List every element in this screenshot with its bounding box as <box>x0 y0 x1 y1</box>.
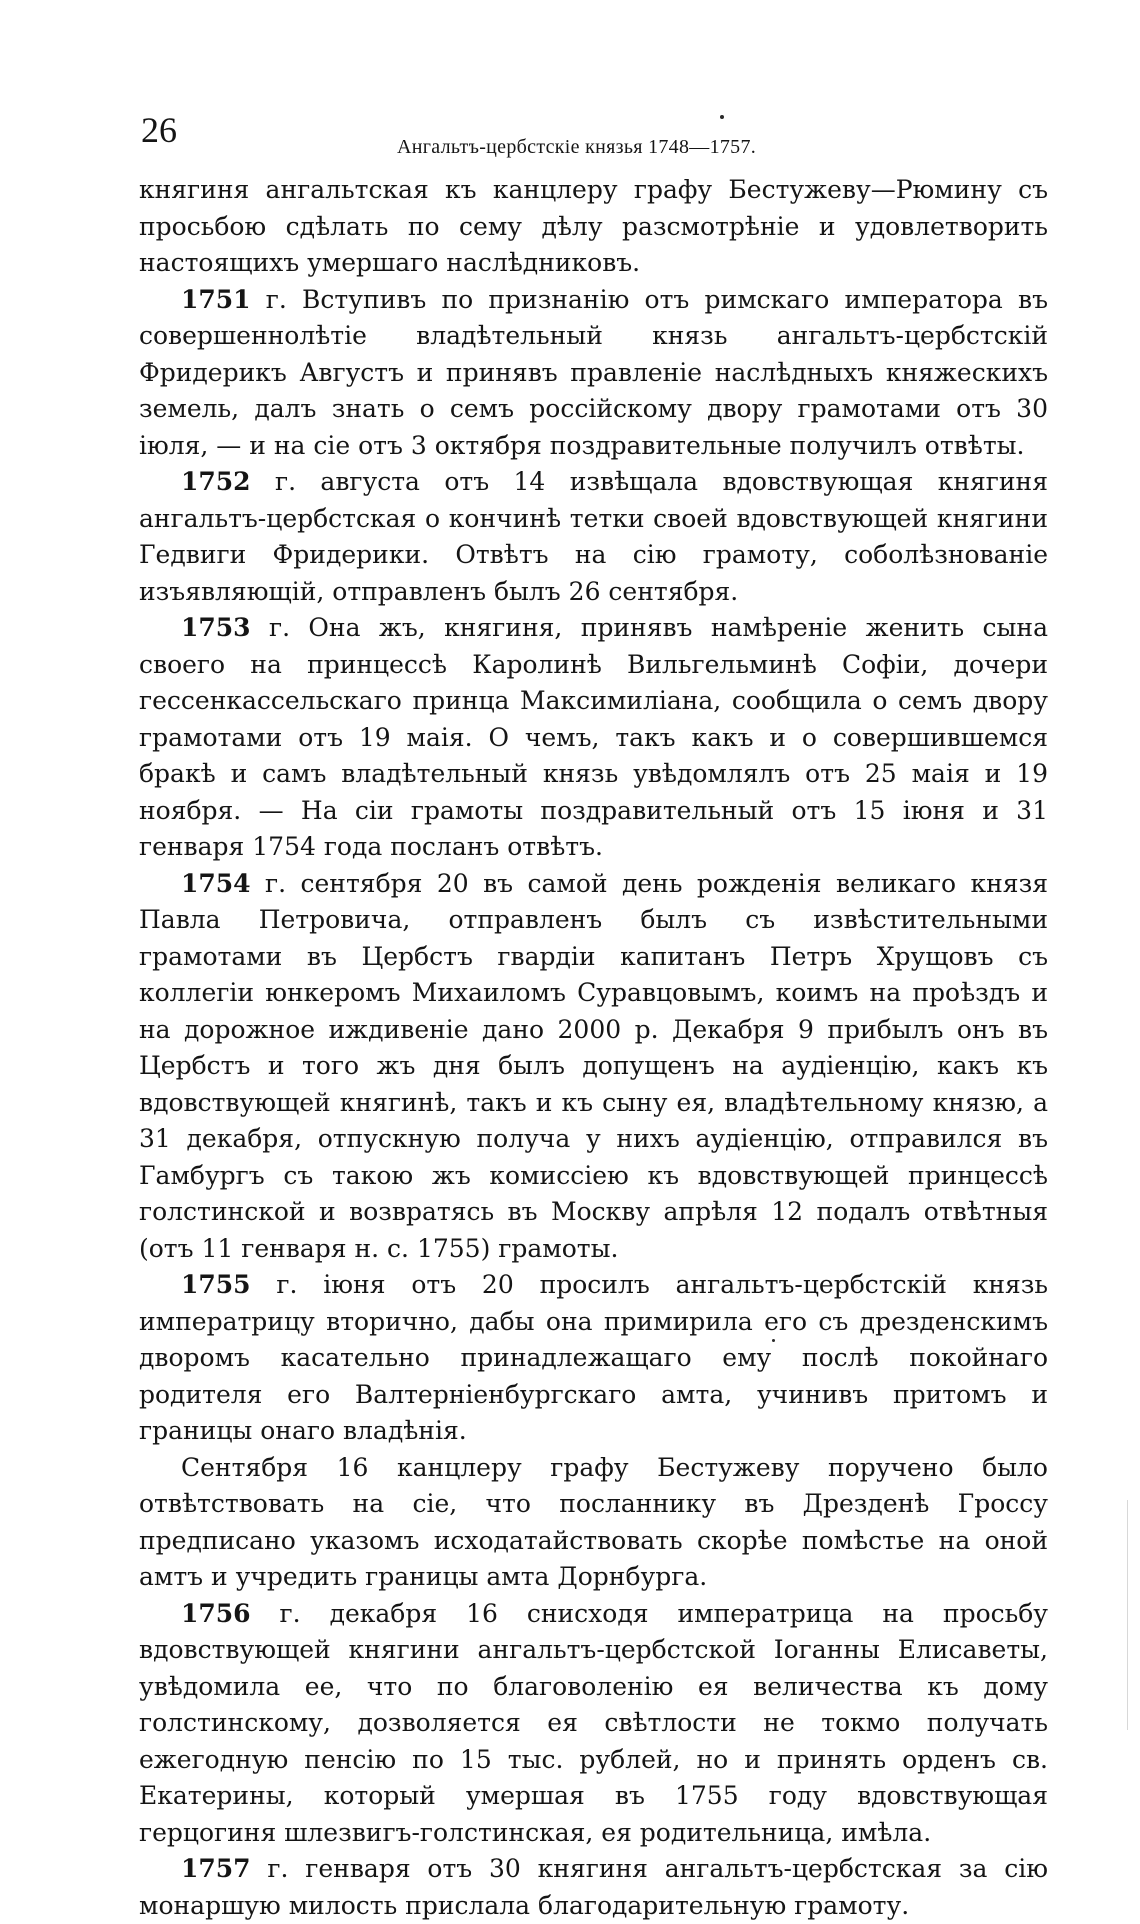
year-label: 1753 <box>181 613 251 642</box>
year-label: 1755 <box>181 1270 251 1299</box>
page-number: 26 <box>141 110 177 150</box>
paragraph-1754 <box>139 866 1048 1268</box>
year-label: 1756 <box>181 1598 251 1628</box>
year-label: 1751 <box>181 284 251 314</box>
paragraph-text: г. декабря 16 снисходя императрица на просьбу вдовствующей княгини ангальтъ-цербстской Іоганны Елисаветы, увѣдомила ее, что по благоволенію ея величества къ дому голстинскому, дозволяется ея свѣтлости не токмо получать ежегодную пенсію по 15 тыс. рублей, но и принять орденъ св. Екатерины, который умершая въ 1755 году вдовствующая герцогиня шлезвигъ-голстинская, ея родительница, имѣла. <box>139 1598 1048 1847</box>
paragraph-continuation <box>139 172 1048 282</box>
paragraph-1751 <box>139 282 1048 465</box>
paragraph-text: г. Вступивъ по признанію отъ римскаго императора въ совершеннолѣтіе владѣтельный князь ангальтъ-цербстскій Фридерикъ Августъ и принявъ правленіе наслѣдныхъ княжескихъ земель, далъ знать о семъ россійскому двору грамотами отъ 30 іюля, — и на сіе отъ 3 октября поздравительные получилъ отвѣты. <box>139 284 1048 460</box>
paragraph-text: г. іюня отъ 20 просилъ ангальтъ-цербстскій князь императрицу вторично, дабы она примирила его съ дрезденскимъ дворомъ касательно принадлежащаго ему послѣ покойнаго родителя его Валтерніенбургскаго амта, учинивъ притомъ и границы онаго владѣнія. <box>139 1270 1048 1445</box>
paragraph-1755 <box>139 1267 1048 1450</box>
paragraph-text: Сентября 16 канцлеру графу Бестужеву поручено было отвѣтствовать на сіе, что посланнику въ Дрезденѣ Гроссу предписано указомъ исходатайствовать скорѣе помѣстье на оной амтъ и учредить границы амта Дорнбурга. <box>139 1452 1048 1591</box>
paragraph-1753 <box>139 610 1048 866</box>
paragraph-text: г. генваря отъ 30 княгиня ангальтъ-цербстская за сію монаршую милость прислала благодарительную грамоту. <box>139 1854 1048 1920</box>
paragraph-text: г. сентября 20 въ самой день рожденія великаго князя Павла Петровича, отправленъ былъ съ извѣстительными грамотами въ Цербстъ гвардіи капитанъ Петръ Хрущовъ съ коллегіи юнкеромъ Михаиломъ Суравцовымъ, коимъ на проѣздъ и на дорожное иждивеніе дано 2000 р. Декабря 9 прибылъ онъ въ Цербстъ и того жъ дня былъ допущенъ на аудіенцію, какъ къ вдовствующей княгинѣ, такъ и къ сыну ея, владѣтельному князю, а 31 декабря, отпускную получа у нихъ аудіенцію, отправился въ Гамбургъ съ такою жъ комиссіею къ вдовствующей принцессѣ голстинской и возвратясь въ Москву апрѣля 12 подалъ отвѣтныя (отъ 11 генваря н. с. 1755) грамоты. <box>139 868 1048 1263</box>
year-label: 1752 <box>181 467 251 496</box>
year-label: 1754 <box>181 868 251 898</box>
paragraph-september-16 <box>139 1450 1048 1596</box>
scan-edge-line <box>1127 1500 1128 1730</box>
print-speck <box>720 115 724 119</box>
year-label: 1757 <box>181 1854 251 1883</box>
running-head: Ангальтъ-цербстскіе князья 1748—1757. <box>397 136 757 158</box>
paragraph-text: княгиня ангальтская къ канцлеру графу Бестужеву—Рюмину съ просьбою сдѣлать по сему дѣлу разсмотрѣніе и удовлетворить настоящихъ умершаго наслѣдниковъ. <box>139 175 1048 277</box>
paragraph-text: г. Она жъ, княгиня, принявъ намѣреніе женить сына своего на принцессѣ Каролинѣ Вильгельминѣ Софіи, дочери гессенкассельскаго принца Максимиліана, сообщила о семъ двору грамотами отъ 19 маія. О чемъ, такъ какъ и о совершившемся бракѣ и самъ владѣтельный князь увѣдомлялъ отъ 25 маія и 19 ноября. — На сіи грамоты поздравительный отъ 15 іюня и 31 генваря 1754 года посланъ отвѣтъ. <box>139 613 1048 861</box>
paragraph-1756 <box>139 1596 1048 1852</box>
paragraph-1757 <box>139 1851 1048 1924</box>
paragraph-text: г. августа отъ 14 извѣщала вдовствующая княгиня ангальтъ-цербстская о кончинѣ тетки своей вдовствующей княгини Гедвиги Фридерики. Отвѣтъ на сію грамоту, соболѣзнованіе изъявляющій, отправленъ былъ 26 сентября. <box>139 467 1048 606</box>
paragraph-1752 <box>139 464 1048 610</box>
body-text <box>139 172 1048 1924</box>
